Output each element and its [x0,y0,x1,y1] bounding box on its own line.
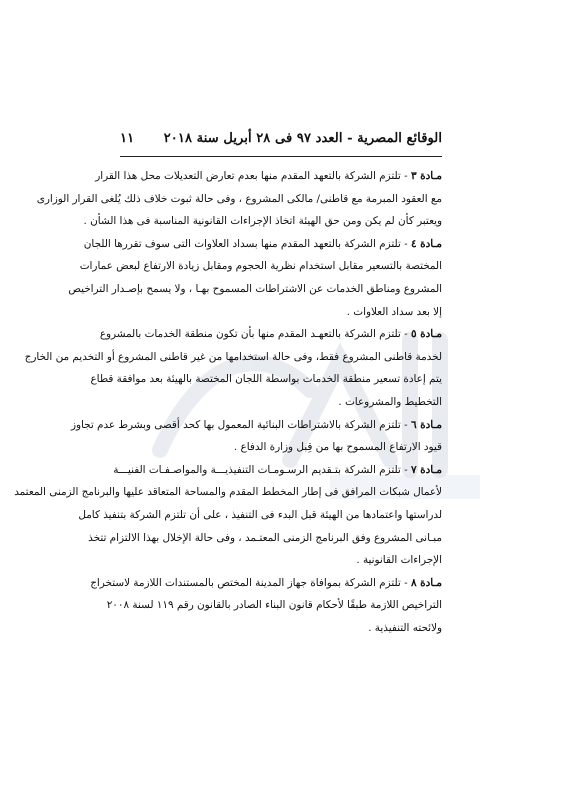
article-line: لأعمال شبكات المرافق فى إطار المخطط المقدم والمساحة المتعاقد عليها والبرنامج الزمنى المعتمد [14,486,442,499]
article-label: مـادة ٥ [410,328,442,341]
article-text: - تلتزم الشركة بموافاة جهاز المدينة المختص بالمستندات اللازمة لاستخراج [90,576,411,589]
article-text: - تلتزم الشركة بالاشتراطات البنائية المعمول بها كحد أقصى وبشرط عدم تجاوز [70,418,411,431]
article-label: مـادة ٧ [410,463,442,476]
article-line [83,233,442,256]
article-label: مـادة ٣ [410,170,442,182]
article-line: إلا بعد سداد العلاوات . [346,305,442,318]
article-line [113,459,442,482]
article-line: لدراستها واعتمادها من الهيئة قبل البدء فى التنفيذ ، على أن تلتزم الشركة بتنفيذ كامل [78,508,442,521]
article-line [90,572,442,595]
article-6 [70,414,442,459]
article-text: - تلتزم الشركة بالتعهـد المقدم منها بأن تكون منطقة الخدمات بالمشروع [99,328,411,341]
article-line: التخطيط والمشروعات . [338,395,442,408]
page-header [120,128,442,148]
article-line: مع العقود المبرمة مع قاطنى/ مالكى المشروع ، وفى حالة ثبوت خلاف ذلك يُلغى القرار الوزارى [36,192,442,205]
article-5 [24,323,442,413]
article-line: يتم إعادة تسعير منطقة الخدمات بواسطة اللجان المختصة بالهيئة بعد موافقة قطاع [90,373,442,386]
article-line: ويعتبر كأن لم يكن ومن حق الهيئة اتخاذ الإجراءات القانونية المناسبة فى هذا الشأن . [83,215,442,228]
header-divider [120,156,442,157]
article-label: مـادة ٤ [410,237,442,250]
article-8 [90,572,442,640]
article-text: - تلتزم الشركة بتـقديم الرسـومـات التنفيذيـــة والمواصـفـات الفنيـــة [113,463,411,476]
article-3 [36,165,442,233]
article-line [95,165,442,188]
article-line: المشروع ومناطق الخدمات عن الاشتراطات المسموح بهـا ، ولا يسمح بإصـدار التراخيص [68,282,442,295]
header-title: الوقائع المصرية - العدد ٩٧ فى ٢٨ أبريل سنة ٢٠١٨ [163,130,442,146]
article-text: - تلتزم الشركة بالتعهد المقدم منها بعدم تعارض التعديلات محل هذا القرار [95,170,411,182]
article-line: ولائحته التنفيذية . [368,621,442,634]
article-label: مـادة ٨ [410,576,442,589]
article-line: قيود الارتفاع المسموح بها من قِبل وزارة الدفاع . [233,441,442,454]
page-number: ١١ [120,130,135,146]
article-4 [68,233,442,323]
article-line [99,323,442,346]
document-body [14,165,442,639]
article-line: المختصة بالتسعير مقابل استخدام نظرية الحجوم ومقابل زيادة الارتفاع لبعض عمارات [79,260,442,273]
article-7 [14,459,442,572]
article-line: الإجراءات القانونية . [356,554,442,567]
article-label: مـادة ٦ [410,418,442,431]
article-line [70,414,442,437]
article-line: التراخيص اللازمة طبقًا لأحكام قانون البناء الصادر بالقانون رقم ١١٩ لسنة ٢٠٠٨ [106,599,442,612]
article-line: مبـانى المشروع وفق البرنامج الزمنى المعتـمد ، وفى حالة الإخلال بهذا الالتزام تتخذ [88,531,442,544]
article-line: لخدمة قاطنى المشروع فقط، وفى حالة استخدامها من غير قاطنى المشروع أو التخديم من الخارج [24,350,442,363]
article-text: - تلتزم الشركة بالتعهد المقدم منها بسداد العلاوات التى سوف تقررها اللجان [83,237,411,250]
